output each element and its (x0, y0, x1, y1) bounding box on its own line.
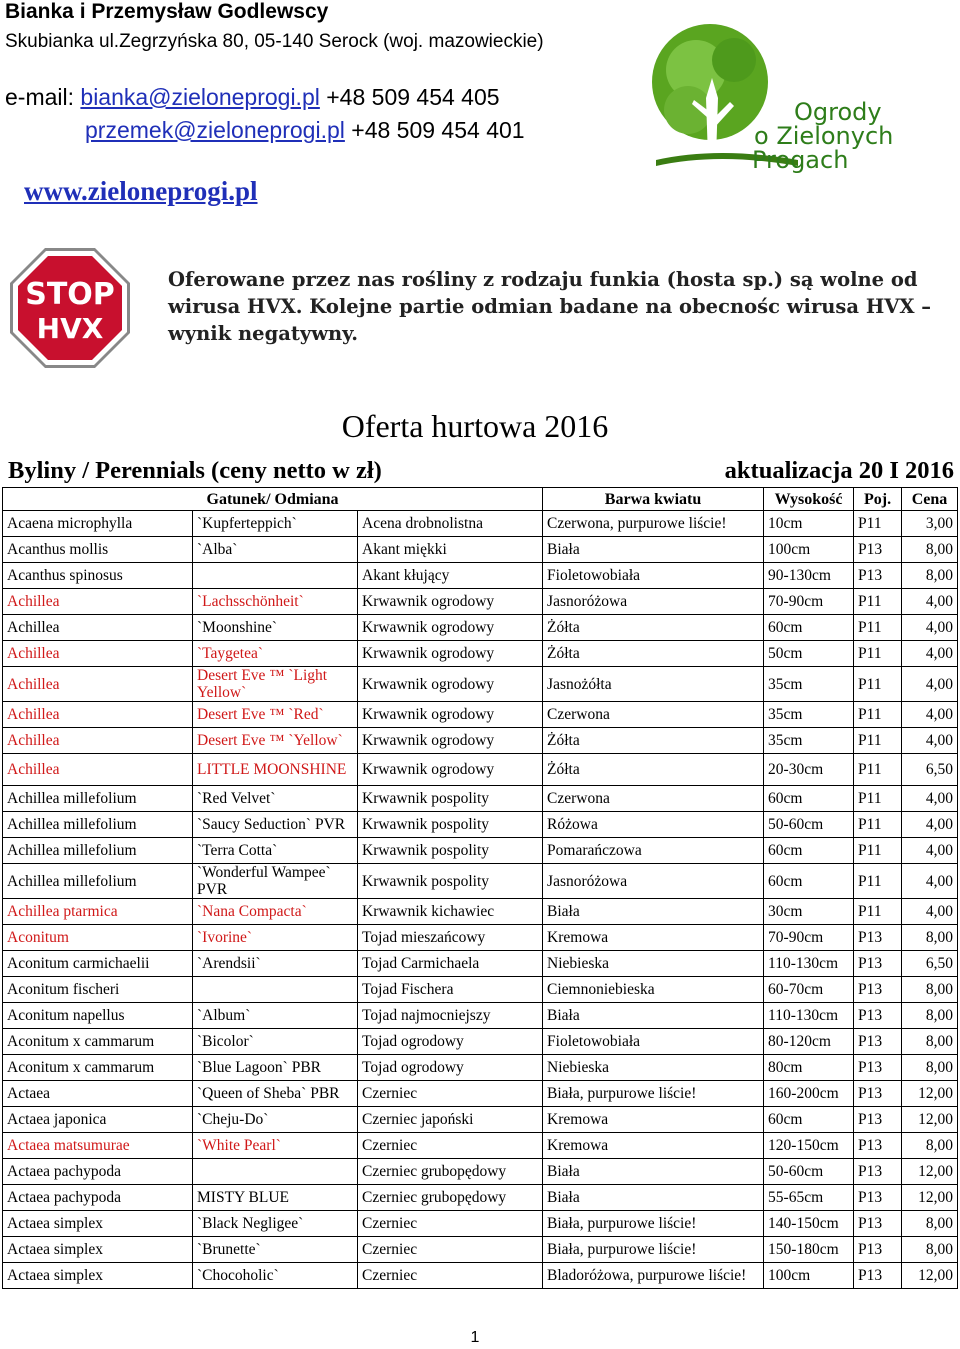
cell-pot: P11 (854, 786, 902, 812)
cell-pot: P11 (854, 838, 902, 864)
cell-latin-name: Achillea (3, 641, 193, 667)
cell-cultivar: `Alba` (193, 537, 358, 563)
cell-cultivar: `Black Negligee` (193, 1211, 358, 1237)
cell-cultivar: `Blue Lagoon` PBR (193, 1055, 358, 1081)
cell-cultivar: `Ivorine` (193, 925, 358, 951)
table-row (3, 728, 958, 754)
cell-polish-name: Krwawnik ogrodowy (358, 589, 543, 615)
cell-flower-color: Kremowa (543, 1133, 764, 1159)
table-row (3, 1159, 958, 1185)
cell-height: 110-130cm (764, 1003, 854, 1029)
cell-polish-name: Czerniec (358, 1133, 543, 1159)
cell-pot: P11 (854, 754, 902, 786)
cell-flower-color: Biała (543, 1159, 764, 1185)
cell-flower-color: Ciemnoniebieska (543, 977, 764, 1003)
page-title: Oferta hurtowa 2016 (341, 408, 609, 444)
cell-price: 4,00 (902, 589, 958, 615)
cell-pot: P13 (854, 1081, 902, 1107)
cell-polish-name: Tojad ogrodowy (358, 1055, 543, 1081)
cell-flower-color: Żółta (543, 728, 764, 754)
table-row (3, 1237, 958, 1263)
cell-pot: P11 (854, 589, 902, 615)
table-row (3, 1211, 958, 1237)
table-row (3, 1003, 958, 1029)
cell-height: 35cm (764, 702, 854, 728)
cell-polish-name: Krwawnik pospolity (358, 812, 543, 838)
cell-latin-name: Achillea (3, 702, 193, 728)
cell-height: 90-130cm (764, 563, 854, 589)
cell-height: 150-180cm (764, 1237, 854, 1263)
cell-height: 70-90cm (764, 925, 854, 951)
cell-cultivar: `Moonshine` (193, 615, 358, 641)
table-row (3, 667, 958, 702)
cell-price: 12,00 (902, 1159, 958, 1185)
cell-flower-color: Kremowa (543, 1107, 764, 1133)
cell-latin-name: Achillea (3, 589, 193, 615)
cell-cultivar: `Saucy Seduction` PVR (193, 812, 358, 838)
cell-pot: P13 (854, 1211, 902, 1237)
table-row (3, 812, 958, 838)
cell-cultivar: `Taygetea` (193, 641, 358, 667)
table-row (3, 1029, 958, 1055)
cell-flower-color: Biała, purpurowe liście! (543, 1081, 764, 1107)
cell-latin-name: Achillea ptarmica (3, 899, 193, 925)
cell-price: 3,00 (902, 511, 958, 537)
cell-price: 12,00 (902, 1081, 958, 1107)
cell-polish-name: Czerniec grubopędowy (358, 1159, 543, 1185)
cell-cultivar (193, 563, 358, 589)
cell-flower-color: Niebieska (543, 951, 764, 977)
cell-height: 60cm (764, 864, 854, 899)
cell-polish-name: Akant kłujący (358, 563, 543, 589)
offer-table (2, 487, 958, 1289)
cell-cultivar: `Lachsschönheit` (193, 589, 358, 615)
cell-height: 120-150cm (764, 1133, 854, 1159)
cell-pot: P11 (854, 511, 902, 537)
website-link[interactable]: www.zieloneprogi.pl (24, 176, 258, 206)
contact-line-2 (85, 117, 525, 144)
cell-price: 4,00 (902, 864, 958, 899)
phone-przemek: +48 509 454 401 (351, 117, 525, 143)
table-row (3, 838, 958, 864)
cell-latin-name: Acaena microphylla (3, 511, 193, 537)
cell-polish-name: Krwawnik ogrodowy (358, 728, 543, 754)
cell-polish-name: Tojad Carmichaela (358, 951, 543, 977)
cell-latin-name: Aconitum (3, 925, 193, 951)
cell-polish-name: Czerniec (358, 1081, 543, 1107)
cell-height: 55-65cm (764, 1185, 854, 1211)
cell-polish-name: Acena drobnolistna (358, 511, 543, 537)
cell-polish-name: Akant miękki (358, 537, 543, 563)
cell-latin-name: Aconitum carmichaelii (3, 951, 193, 977)
cell-pot: P13 (854, 563, 902, 589)
offer-table-body (3, 511, 958, 1289)
update-date: aktualizacja 20 I 2016 (724, 457, 954, 484)
cell-price: 8,00 (902, 537, 958, 563)
cell-polish-name: Czerniec (358, 1263, 543, 1289)
cell-latin-name: Aconitum fischeri (3, 977, 193, 1003)
cell-flower-color: Pomarańczowa (543, 838, 764, 864)
cell-price: 8,00 (902, 563, 958, 589)
logo-text-2: o Zielonych (754, 122, 894, 150)
cell-latin-name: Actaea pachypoda (3, 1185, 193, 1211)
cell-pot: P11 (854, 702, 902, 728)
cell-price: 4,00 (902, 786, 958, 812)
cell-height: 60cm (764, 615, 854, 641)
cell-flower-color: Kremowa (543, 925, 764, 951)
contact-line-1 (5, 84, 500, 111)
cell-latin-name: Achillea millefolium (3, 812, 193, 838)
cell-latin-name: Actaea (3, 1081, 193, 1107)
cell-flower-color: Biała (543, 1003, 764, 1029)
table-row (3, 589, 958, 615)
cell-price: 8,00 (902, 1055, 958, 1081)
table-row (3, 702, 958, 728)
cell-flower-color: Fioletowobiała (543, 1029, 764, 1055)
table-row (3, 925, 958, 951)
cell-latin-name: Achillea (3, 615, 193, 641)
cell-pot: P13 (854, 1237, 902, 1263)
cell-flower-color: Czerwona, purpurowe liście! (543, 511, 764, 537)
cell-polish-name: Krwawnik pospolity (358, 864, 543, 899)
table-row (3, 977, 958, 1003)
stop-text: STOP (25, 277, 115, 312)
cell-price: 12,00 (902, 1185, 958, 1211)
cell-pot: P11 (854, 615, 902, 641)
cell-latin-name: Actaea japonica (3, 1107, 193, 1133)
cell-polish-name: Krwawnik ogrodowy (358, 641, 543, 667)
cell-polish-name: Krwawnik pospolity (358, 786, 543, 812)
table-row (3, 1081, 958, 1107)
cell-polish-name: Krwawnik kichawiec (358, 899, 543, 925)
table-row (3, 511, 958, 537)
cell-cultivar: `Red Velvet` (193, 786, 358, 812)
cell-price: 6,50 (902, 951, 958, 977)
cell-flower-color: Niebieska (543, 1055, 764, 1081)
cell-cultivar: `Arendsii` (193, 951, 358, 977)
cell-pot: P11 (854, 899, 902, 925)
cell-polish-name: Czerniec (358, 1211, 543, 1237)
cell-height: 30cm (764, 899, 854, 925)
cell-height: 100cm (764, 1263, 854, 1289)
cell-flower-color: Czerwona (543, 786, 764, 812)
table-row (3, 1107, 958, 1133)
cell-polish-name: Krwawnik ogrodowy (358, 754, 543, 786)
cell-flower-color: Jasnoróżowa (543, 589, 764, 615)
cell-polish-name: Krwawnik ogrodowy (358, 667, 543, 702)
page-number: 1 (470, 1329, 480, 1346)
cell-price: 4,00 (902, 838, 958, 864)
logo-text-3: Progach (752, 146, 849, 174)
cell-cultivar: `Bicolor` (193, 1029, 358, 1055)
cell-latin-name: Achillea (3, 667, 193, 702)
cell-height: 10cm (764, 511, 854, 537)
cell-polish-name: Krwawnik ogrodowy (358, 615, 543, 641)
cell-cultivar: Desert Eve ™ `Yellow` (193, 728, 358, 754)
cell-latin-name: Achillea (3, 754, 193, 786)
cell-price: 8,00 (902, 925, 958, 951)
cell-cultivar: `Wonderful Wampee` PVR (193, 864, 358, 899)
cell-height: 50-60cm (764, 1159, 854, 1185)
cell-latin-name: Actaea matsumurae (3, 1133, 193, 1159)
hvx-notice: Oferowane przez nas rośliny z rodzaju funkia (hosta sp.) są wolne od wirusa HVX. Kolejne partie odmian badane na obecnośc wirusa HVX – wynik negatywny. (168, 268, 932, 345)
cell-flower-color: Biała (543, 1185, 764, 1211)
table-row (3, 537, 958, 563)
table-row (3, 864, 958, 899)
cell-height: 60cm (764, 786, 854, 812)
cell-flower-color: Jasnożółta (543, 667, 764, 702)
cell-polish-name: Czerniec japoński (358, 1107, 543, 1133)
cell-height: 160-200cm (764, 1081, 854, 1107)
cell-price: 8,00 (902, 1029, 958, 1055)
cell-polish-name: Tojad Fischera (358, 977, 543, 1003)
email-link-bianka[interactable]: bianka@zieloneprogi.pl (80, 84, 320, 110)
table-row (3, 1133, 958, 1159)
cell-latin-name: Aconitum napellus (3, 1003, 193, 1029)
phone-bianka: +48 509 454 405 (326, 84, 500, 110)
cell-pot: P13 (854, 1159, 902, 1185)
cell-cultivar: `Queen of Sheba` PBR (193, 1081, 358, 1107)
header-barwa: Barwa kwiatu (543, 488, 764, 511)
cell-pot: P13 (854, 977, 902, 1003)
cell-latin-name: Actaea simplex (3, 1237, 193, 1263)
table-row (3, 899, 958, 925)
cell-price: 8,00 (902, 977, 958, 1003)
hvx-text: HVX (36, 312, 104, 345)
cell-latin-name: Acanthus mollis (3, 537, 193, 563)
cell-flower-color: Różowa (543, 812, 764, 838)
cell-price: 4,00 (902, 702, 958, 728)
cell-pot: P11 (854, 667, 902, 702)
cell-pot: P13 (854, 951, 902, 977)
cell-latin-name: Actaea pachypoda (3, 1159, 193, 1185)
logo-text-1: Ogrody (794, 98, 882, 126)
cell-cultivar: `Terra Cotta` (193, 838, 358, 864)
cell-height: 80-120cm (764, 1029, 854, 1055)
cell-polish-name: Krwawnik pospolity (358, 838, 543, 864)
section-label: Byliny / Perennials (ceny netto w zł) (8, 457, 382, 484)
cell-pot: P13 (854, 1003, 902, 1029)
cell-price: 8,00 (902, 1211, 958, 1237)
cell-latin-name: Aconitum x cammarum (3, 1055, 193, 1081)
table-row (3, 786, 958, 812)
cell-flower-color: Żółta (543, 754, 764, 786)
cell-cultivar: Desert Eve ™ `Light Yellow` (193, 667, 358, 702)
cell-height: 50-60cm (764, 812, 854, 838)
cell-cultivar: `Nana Compacta` (193, 899, 358, 925)
cell-flower-color: Fioletowobiała (543, 563, 764, 589)
cell-height: 110-130cm (764, 951, 854, 977)
cell-price: 12,00 (902, 1107, 958, 1133)
cell-height: 20-30cm (764, 754, 854, 786)
cell-pot: P13 (854, 925, 902, 951)
cell-height: 60cm (764, 1107, 854, 1133)
cell-price: 4,00 (902, 615, 958, 641)
cell-polish-name: Krwawnik ogrodowy (358, 702, 543, 728)
cell-price: 6,50 (902, 754, 958, 786)
table-row (3, 615, 958, 641)
cell-polish-name: Tojad mieszańcowy (358, 925, 543, 951)
cell-flower-color: Żółta (543, 641, 764, 667)
cell-height: 70-90cm (764, 589, 854, 615)
cell-price: 8,00 (902, 1133, 958, 1159)
owner-name: Bianka i Przemysław Godlewscy (5, 0, 329, 23)
cell-price: 8,00 (902, 1237, 958, 1263)
cell-pot: P13 (854, 1107, 902, 1133)
cell-latin-name: Achillea (3, 728, 193, 754)
ogrody-logo (648, 20, 918, 180)
header-cena: Cena (902, 488, 958, 511)
cell-height: 60-70cm (764, 977, 854, 1003)
cell-cultivar: `Chocoholic` (193, 1263, 358, 1289)
cell-pot: P13 (854, 1055, 902, 1081)
cell-flower-color: Biała (543, 537, 764, 563)
stop-hvx-sign-icon (8, 246, 132, 370)
cell-pot: P13 (854, 1029, 902, 1055)
cell-polish-name: Tojad najmocniejszy (358, 1003, 543, 1029)
cell-latin-name: Acanthus spinosus (3, 563, 193, 589)
cell-latin-name: Achillea millefolium (3, 838, 193, 864)
cell-pot: P11 (854, 812, 902, 838)
cell-cultivar (193, 977, 358, 1003)
cell-pot: P11 (854, 641, 902, 667)
cell-flower-color: Czerwona (543, 702, 764, 728)
cell-price: 12,00 (902, 1263, 958, 1289)
cell-pot: P11 (854, 864, 902, 899)
table-header-row (3, 488, 958, 511)
cell-flower-color: Jasnoróżowa (543, 864, 764, 899)
cell-pot: P13 (854, 1133, 902, 1159)
cell-cultivar: `Cheju-Do` (193, 1107, 358, 1133)
cell-latin-name: Aconitum x cammarum (3, 1029, 193, 1055)
cell-price: 4,00 (902, 899, 958, 925)
cell-height: 80cm (764, 1055, 854, 1081)
cell-cultivar: MISTY BLUE (193, 1185, 358, 1211)
cell-pot: P11 (854, 728, 902, 754)
email-label: e-mail: (5, 84, 75, 110)
cell-cultivar: `Kupferteppich` (193, 511, 358, 537)
header-gatunek: Gatunek/ Odmiana (3, 488, 543, 511)
cell-polish-name: Tojad ogrodowy (358, 1029, 543, 1055)
cell-latin-name: Achillea millefolium (3, 786, 193, 812)
table-row (3, 1055, 958, 1081)
header-poj: Poj. (854, 488, 902, 511)
cell-flower-color: Żółta (543, 615, 764, 641)
cell-height: 100cm (764, 537, 854, 563)
cell-cultivar: Desert Eve ™ `Red` (193, 702, 358, 728)
cell-pot: P13 (854, 537, 902, 563)
cell-pot: P13 (854, 1185, 902, 1211)
cell-polish-name: Czerniec (358, 1237, 543, 1263)
table-row (3, 563, 958, 589)
cell-flower-color: Bladoróżowa, purpurowe liście! (543, 1263, 764, 1289)
website (24, 176, 258, 207)
cell-polish-name: Czerniec grubopędowy (358, 1185, 543, 1211)
cell-height: 50cm (764, 641, 854, 667)
table-row (3, 951, 958, 977)
cell-height: 35cm (764, 667, 854, 702)
header-wysokosc: Wysokość (764, 488, 854, 511)
table-row (3, 1263, 958, 1289)
table-row (3, 754, 958, 786)
cell-flower-color: Biała, purpurowe liście! (543, 1211, 764, 1237)
cell-price: 4,00 (902, 641, 958, 667)
cell-price: 8,00 (902, 1003, 958, 1029)
cell-price: 4,00 (902, 667, 958, 702)
cell-cultivar: `White Pearl` (193, 1133, 358, 1159)
cell-pot: P13 (854, 1263, 902, 1289)
cell-latin-name: Actaea simplex (3, 1211, 193, 1237)
cell-price: 4,00 (902, 812, 958, 838)
table-row (3, 1185, 958, 1211)
cell-latin-name: Achillea millefolium (3, 864, 193, 899)
cell-flower-color: Biała (543, 899, 764, 925)
email-link-przemek[interactable]: przemek@zieloneprogi.pl (85, 117, 345, 143)
cell-height: 35cm (764, 728, 854, 754)
cell-cultivar: `Album` (193, 1003, 358, 1029)
cell-latin-name: Actaea simplex (3, 1263, 193, 1289)
cell-height: 60cm (764, 838, 854, 864)
cell-flower-color: Biała, purpurowe liście! (543, 1237, 764, 1263)
cell-cultivar (193, 1159, 358, 1185)
table-row (3, 641, 958, 667)
cell-price: 4,00 (902, 728, 958, 754)
cell-cultivar: LITTLE MOONSHINE (193, 754, 358, 786)
cell-height: 140-150cm (764, 1211, 854, 1237)
address: Skubianka ul.Zegrzyńska 80, 05-140 Serock (woj. mazowieckie) (5, 31, 544, 52)
cell-cultivar: `Brunette` (193, 1237, 358, 1263)
